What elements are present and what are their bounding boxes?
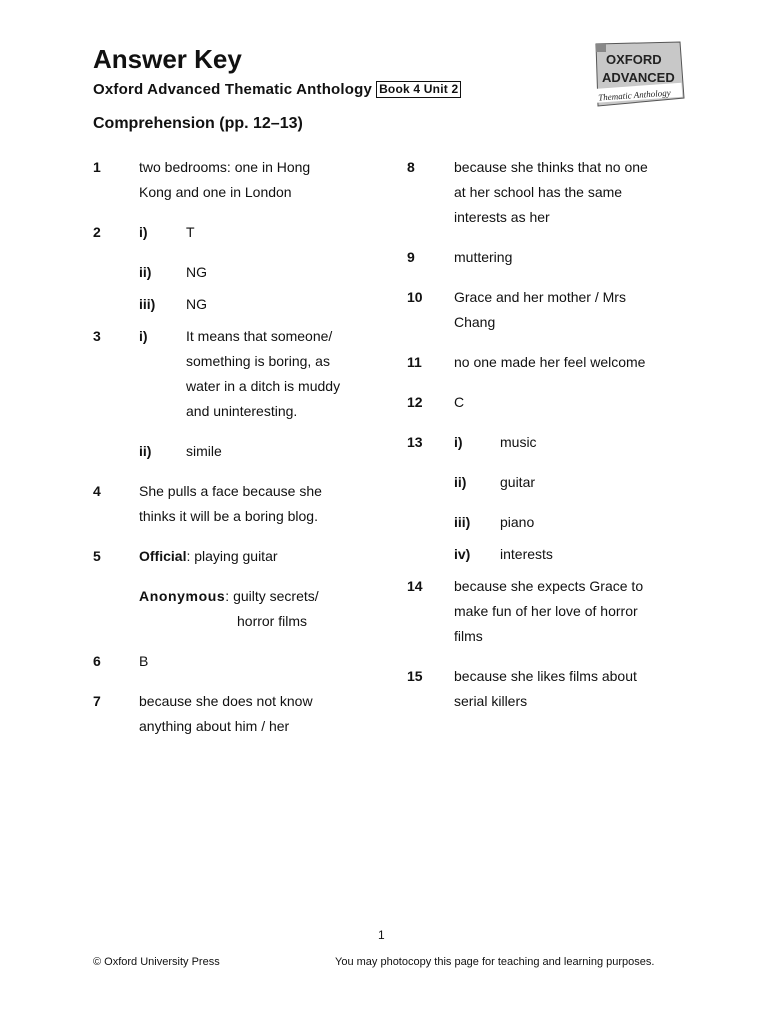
answer-text: no one made her feel welcome [454, 354, 646, 370]
answer-text: She pulls a face because she [139, 483, 322, 499]
answer-number: 4 [93, 483, 101, 499]
answer-number: 2 [93, 224, 101, 240]
answer-number: 15 [407, 668, 423, 684]
answer-text: anything about him / her [139, 718, 290, 734]
book-subtitle [93, 81, 461, 98]
answer-number: 13 [407, 434, 423, 450]
sub-label: ii) [139, 443, 152, 459]
sub-label: iii) [454, 514, 471, 530]
answer-text: piano [500, 514, 535, 530]
answer-number: 10 [407, 289, 423, 305]
answer-text: B [139, 653, 149, 669]
answer-text: Grace and her mother / Mrs [454, 289, 626, 305]
answer-text [139, 584, 319, 609]
answer-text: NG [186, 296, 207, 312]
anonymous-label: Anonymous [139, 588, 226, 604]
answer-text: because she expects Grace to [454, 578, 644, 594]
answer-text: make fun of her love of horror [454, 603, 638, 619]
answer-text [139, 544, 278, 569]
section-title: Comprehension (pp. 12–13) [93, 115, 303, 132]
answer-text: something is boring, as [186, 353, 330, 369]
photocopy-note: You may photocopy this page for teaching and learning purposes. [335, 956, 655, 968]
sub-label: i) [454, 434, 463, 450]
sub-label: ii) [454, 474, 467, 490]
sub-label: iv) [454, 546, 471, 562]
sub-label: i) [139, 328, 148, 344]
logo-line1: OXFORD [606, 52, 662, 67]
official-label: Official [139, 548, 187, 564]
answer-number: 3 [93, 328, 101, 344]
answer-text: water in a ditch is muddy [186, 378, 341, 394]
answer-text: films [454, 628, 483, 644]
answer-text: interests [500, 546, 553, 562]
answer-text: at her school has the same [454, 184, 623, 200]
answer-text: Kong and one in London [139, 184, 292, 200]
answer-text: and uninteresting. [186, 403, 298, 419]
answer-number: 7 [93, 693, 101, 709]
answer-text: T [186, 224, 195, 240]
answer-text: NG [186, 264, 207, 280]
answer-text: because she thinks that no one [454, 159, 648, 175]
answer-text: thinks it will be a boring blog. [139, 508, 318, 524]
answer-text: serial killers [454, 693, 528, 709]
answer-text: It means that someone/ [186, 328, 333, 344]
answer-number: 12 [407, 394, 423, 410]
anonymous-text: : guilty secrets/ [225, 588, 319, 604]
sub-label: iii) [139, 296, 156, 312]
logo-line3: Thematic Anthology [597, 87, 671, 103]
unit-badge: Book 4 Unit 2 [376, 81, 461, 98]
answer-number: 11 [407, 354, 422, 370]
answer-number: 14 [407, 578, 423, 594]
answer-text: because she does not know [139, 693, 313, 709]
answer-text: guitar [500, 474, 536, 490]
copyright: © Oxford University Press [93, 956, 220, 968]
answer-text: horror films [237, 613, 308, 629]
answer-text: muttering [454, 249, 513, 265]
answer-number: 9 [407, 249, 415, 265]
answer-text: two bedrooms: one in Hong [139, 159, 311, 175]
answer-number: 8 [407, 159, 415, 175]
sub-label: i) [139, 224, 148, 240]
official-text: : playing guitar [186, 548, 278, 564]
answer-text: music [500, 434, 537, 450]
answer-text: interests as her [454, 209, 550, 225]
answer-text: C [454, 394, 465, 410]
answer-number: 1 [93, 159, 101, 175]
answer-text: Chang [454, 314, 496, 330]
sub-label: ii) [139, 264, 152, 280]
oxford-advanced-logo [586, 40, 686, 110]
answer-text: because she likes films about [454, 668, 637, 684]
answer-text: simile [186, 443, 222, 459]
page-title: Answer Key [93, 44, 242, 74]
page-number: 1 [378, 928, 385, 942]
subtitle-text: Oxford Advanced Thematic Anthology [93, 81, 373, 98]
answer-number: 5 [93, 548, 101, 564]
answer-number: 6 [93, 653, 101, 669]
logo-line2: ADVANCED [602, 70, 675, 85]
